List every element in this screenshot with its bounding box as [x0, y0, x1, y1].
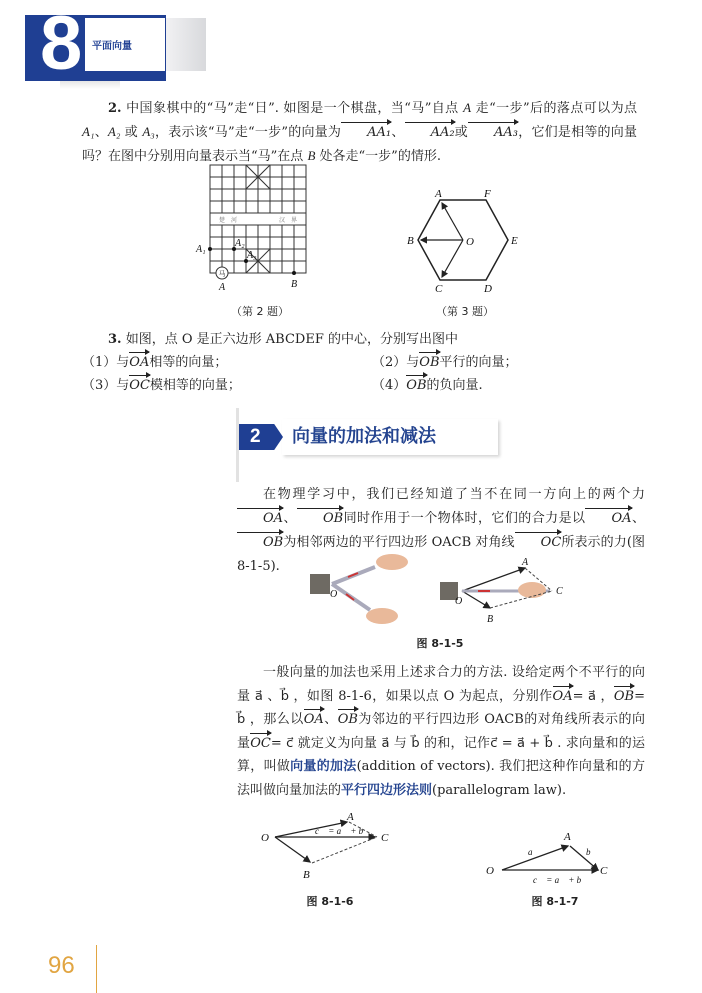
point-label: A₃ — [142, 124, 155, 139]
exercise-2: 2. 中国象棋中的“马”走“日”. 如图是一个棋盘，当“马”自点 A 走“一步”后的落点可以为点 A₁、A₂ 或 A₃，表示该“马”走“一步”的向量为 AA₁、 AA₂或 AA₃，它们是相等的向量吗？在图中分别用向量表示当“马”在点 B 处各走“一步”的情形. — [82, 100, 637, 164]
point-label: A — [463, 100, 472, 115]
point-label: A₁ — [82, 124, 95, 139]
svg-text:C: C — [600, 865, 608, 877]
vector-label: OA — [304, 708, 324, 732]
figure-caption-ex3: （第 3 题） — [436, 305, 494, 318]
label-a: A — [435, 188, 442, 200]
hand-icon — [376, 554, 408, 570]
label-a2: A₂ — [235, 238, 245, 249]
svg-text:c⃗ = a⃗ + b⃗: c⃗ = a⃗ + b⃗ — [533, 875, 589, 885]
label-b: B — [291, 279, 298, 290]
vector-label: OC — [515, 531, 562, 555]
label-d: D — [484, 283, 492, 295]
svg-text:O: O — [455, 596, 463, 607]
figure-caption-8-1-6: 图 8-1-6 — [306, 895, 354, 908]
section-title: 向量的加法和减法 — [292, 426, 436, 447]
exercise-text: 走“一步”后的落点可以为点 — [475, 101, 637, 116]
page-number-divider — [96, 945, 97, 993]
paragraph-1: 在物理学习中，我们已经知道了当不在同一方向上的两个力OA、 OB同时作用于一个物体时，它们的合力是以 OA、OB为相邻两边的平行四边形 OACB 对角线 OC所表示的力(图 8-1-5). — [237, 487, 645, 574]
exercise-item: （2）与OB平行的向量； — [372, 351, 632, 374]
exercise-text: 如图，点 O 是正六边形 ABCDEF 的中心，分别写出图中 — [125, 332, 458, 347]
label-c: C — [435, 283, 443, 295]
svg-text:O: O — [261, 832, 269, 844]
vector-label: AA₁ — [341, 121, 391, 144]
svg-text:C: C — [556, 586, 563, 597]
hand-icon — [366, 608, 398, 624]
vector-label: OB — [419, 351, 439, 374]
vector-label: OB — [406, 374, 426, 397]
point-label: A₂ — [107, 124, 121, 139]
svg-text:楚: 楚 — [218, 218, 226, 224]
svg-text:O: O — [330, 589, 338, 600]
exercise-item: （3）与OC模相等的向量； — [82, 374, 372, 397]
horse-piece: 马 — [218, 270, 226, 278]
section-badge — [239, 424, 283, 450]
svg-text:B: B — [303, 869, 310, 881]
vector-label: OB — [338, 708, 358, 732]
figure-8-1-5 — [300, 552, 580, 632]
chapter-badge-fade — [166, 18, 206, 71]
vector-label: OA — [585, 507, 631, 531]
vector-label: AA₂ — [405, 121, 455, 144]
figure-caption-8-1-5: 图 8-1-5 — [416, 637, 464, 650]
section-number: 2 — [250, 426, 261, 447]
vector-label: OB — [297, 507, 343, 531]
svg-text:B: B — [487, 614, 494, 625]
figure-8-1-6 — [255, 812, 415, 892]
svg-text:a⃗: a⃗ — [528, 847, 540, 857]
hexagon-figure — [400, 185, 530, 300]
chess-board-figure — [190, 160, 330, 295]
term-parallelogram-law: 平行四边形法则 — [341, 782, 433, 798]
svg-text:界: 界 — [290, 218, 298, 224]
svg-text:O: O — [486, 865, 494, 877]
vector-label: OB — [614, 685, 634, 709]
svg-text:A: A — [347, 812, 354, 823]
vector-label: OA — [129, 351, 149, 374]
exercise-text: ，它们是相等的向量吗？在图中分别用向量表示当“马”在点 — [82, 125, 637, 164]
exercise-item: （1）与OA相等的向量； — [82, 351, 372, 374]
label-o: O — [466, 236, 474, 248]
vector-label: OB — [237, 531, 283, 555]
exercise-3 — [108, 328, 628, 351]
exercise-text: 处各走“一步”的情形. — [319, 149, 441, 164]
svg-text:b⃗: b⃗ — [586, 847, 598, 857]
svg-text:河: 河 — [230, 218, 238, 224]
section-bar — [236, 408, 239, 482]
exercise-item: （4）OB的负向量. — [372, 374, 632, 397]
chapter-title: 平面向量 — [92, 41, 132, 52]
exercise-text: ，表示该“马”走“一步”的向量为 — [154, 125, 342, 140]
exercise-text: 中国象棋中的“马”走“日”. 如图是一个棋盘，当“马”自点 — [126, 101, 459, 116]
label-e: E — [511, 235, 518, 247]
svg-text:汉: 汉 — [278, 218, 286, 224]
label-f: F — [484, 188, 491, 200]
vector-label: OC — [250, 732, 271, 756]
paragraph-2: 一般向量的加法也采用上述求合力的方法. 设给定两个不平行的向量 a⃗ 、b⃗ ，如图 8-1-6，如果以点 O 为起点，分别作OA= a⃗ ，OB= b⃗ ，那么以OA、OB为邻边的平行四边形 OACB的对角线所表示的向量OC= c⃗ 就定义为向量 a⃗ 与 b⃗ 的和，记作c⃗ = a⃗ + b⃗ . 求向量和的运算，叫做向量的加法(addition of vectors). 我们把这种作向量和的方法叫做向量加法的平行四边形法则(parallelogram law). — [237, 665, 646, 798]
label-a1: A₁ — [196, 244, 206, 255]
exercise-number: 2. — [108, 101, 122, 116]
vector-label: OA — [237, 507, 283, 531]
label-a3: A₃ — [247, 250, 257, 261]
svg-text:A: A — [522, 557, 529, 568]
vector-label: OC — [129, 374, 150, 397]
svg-text:A: A — [564, 831, 571, 843]
figure-caption-ex2: （第 2 题） — [231, 305, 289, 318]
label-a: A — [219, 282, 226, 293]
vector-label: OA — [553, 685, 573, 709]
page-number: 96 — [48, 952, 75, 979]
point-label: B — [307, 148, 316, 163]
figure-caption-8-1-7: 图 8-1-7 — [531, 895, 579, 908]
exercise-number: 3. — [108, 332, 122, 347]
chapter-number: 8 — [40, 1, 81, 86]
label-b: B — [407, 235, 414, 247]
svg-text:c⃗ = a⃗ + b⃗: c⃗ = a⃗ + b⃗ — [315, 826, 371, 836]
figure-8-1-7 — [478, 828, 618, 888]
exercise-3-items — [82, 351, 642, 397]
svg-text:C: C — [381, 832, 389, 844]
vector-label: AA₃ — [468, 121, 518, 144]
term-vector-addition: 向量的加法 — [290, 759, 357, 774]
hand-icon — [518, 582, 546, 598]
